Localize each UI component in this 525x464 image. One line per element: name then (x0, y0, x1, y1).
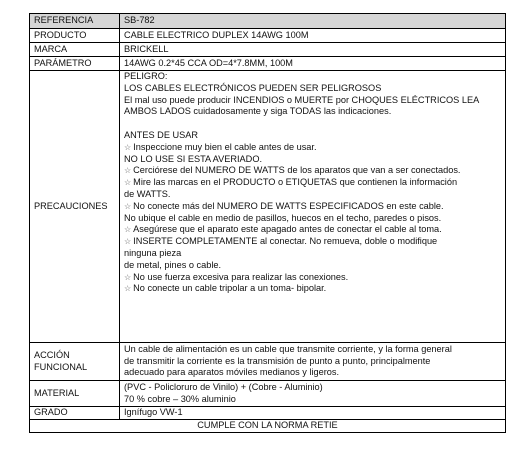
precaution-text: INSERTE COMPLETAMENTE al conectar. No remueva, doble o modifique (133, 236, 438, 247)
precauciones-row (30, 71, 506, 343)
precaution-text: ninguna pieza (124, 247, 182, 258)
precaution-line (124, 272, 501, 284)
accion-line: de transmitir la corriente es la transmisión de punto a punto, principalmente (124, 355, 431, 366)
precaution-text: Asegúrese que el aparato este apagado antes de conectar el cable al toma. (133, 224, 442, 235)
grado-value: Ignífugo VW-1 (120, 407, 506, 420)
star-icon: ☆ (124, 225, 132, 235)
referencia-row (30, 14, 506, 29)
peligro-line: PELIGRO: (124, 71, 168, 81)
star-icon: ☆ (124, 201, 132, 211)
precaution-line (124, 224, 501, 236)
precaution-line (124, 189, 501, 201)
precaution-text: de metal, pines o cable. (124, 259, 222, 270)
producto-value: CABLE ELECTRICO DUPLEX 14AWG 100M (120, 29, 506, 43)
producto-row (30, 29, 506, 43)
spacer (124, 118, 501, 130)
precaution-line (124, 248, 501, 260)
precaution-text: Inspeccione muy bien el cable antes de usar. (133, 141, 317, 152)
parametro-row (30, 57, 506, 71)
accion-label (30, 343, 120, 381)
material-line: (PVC - Policloruro de Vinilo) + (Cobre - Aluminio) (124, 381, 323, 392)
precaution-text: No conecte más del NUMERO DE WATTS ESPECIFICADOS en este cable. (133, 200, 444, 211)
referencia-value: SB-782 (120, 14, 506, 29)
peligro-line: El mal uso puede producir INCENDIOS o MUERTE por CHOQUES ELÉCTRICOS LEA (124, 94, 480, 105)
referencia-label: REFERENCIA (30, 14, 120, 29)
precaution-text: No conecte un cable tripolar a un toma- bipolar. (133, 283, 327, 294)
precaution-text: NO LO USE SI ESTA AVERIADO. (124, 153, 263, 164)
parametro-label: PARÁMETRO (30, 57, 120, 71)
material-row (30, 381, 506, 407)
precaution-text: No use fuerza excesiva para realizar las conexiones. (133, 271, 349, 282)
marca-value: BRICKELL (120, 43, 506, 57)
producto-label: PRODUCTO (30, 29, 120, 43)
precaution-list (124, 142, 501, 295)
accion-label-line: ACCIÓN (34, 349, 70, 360)
material-content (120, 381, 506, 407)
accion-line: Un cable de alimentación es un cable que transmite corriente, y la forma general (124, 343, 452, 354)
footer-row (30, 420, 506, 433)
grado-label: GRADO (30, 407, 120, 420)
spec-table (29, 13, 506, 433)
grado-row (30, 407, 506, 420)
star-icon: ☆ (124, 237, 132, 247)
precauciones-content (120, 71, 506, 343)
accion-line: adecuado para aparatos móviles medianos y ligeros. (124, 367, 340, 378)
precaution-line (124, 154, 501, 166)
norma-footer: CUMPLE CON LA NORMA RETIE (30, 420, 506, 433)
precaution-text: Mire las marcas en el PRODUCTO o ETIQUETAS que contienen la información (133, 177, 458, 188)
spec-sheet (29, 13, 506, 433)
precaution-text: No ubique el cable en medio de pasillos, huecos en el techo, paredes o pisos. (124, 212, 442, 223)
star-icon: ☆ (124, 272, 132, 282)
material-line: 70 % cobre – 30% aluminio (124, 393, 236, 404)
precaution-line (124, 201, 501, 213)
precaution-text: Cerciórese del NUMERO DE WATTS de los aparatos que van a ser conectados. (133, 165, 461, 176)
precaution-line (124, 283, 501, 295)
marca-row (30, 43, 506, 57)
precaution-line (124, 260, 501, 272)
antes-title: ANTES DE USAR (124, 129, 199, 140)
parametro-value: 14AWG 0.2*45 CCA OD=4*7.8MM, 100M (120, 57, 506, 71)
marca-label: MARCA (30, 43, 120, 57)
precaution-line (124, 177, 501, 189)
precauciones-label: PRECAUCIONES (30, 71, 120, 343)
accion-label-line: FUNCIONAL (34, 361, 88, 372)
precaution-line (124, 236, 501, 248)
precaution-text: de WATTS. (124, 188, 171, 199)
star-icon: ☆ (124, 284, 132, 294)
accion-row (30, 343, 506, 381)
star-icon: ☆ (124, 166, 132, 176)
precaution-line (124, 142, 501, 154)
star-icon: ☆ (124, 178, 132, 188)
material-label: MATERIAL (30, 381, 120, 407)
peligro-line: AMBOS LADOS cuidadosamente y siga TODAS las indicaciones. (124, 106, 392, 117)
star-icon: ☆ (124, 142, 132, 152)
peligro-line: LOS CABLES ELECTRÓNICOS PUEDEN SER PELIGROSOS (124, 82, 382, 93)
precaution-line (124, 165, 501, 177)
precaution-line (124, 213, 501, 225)
accion-content (120, 343, 506, 381)
